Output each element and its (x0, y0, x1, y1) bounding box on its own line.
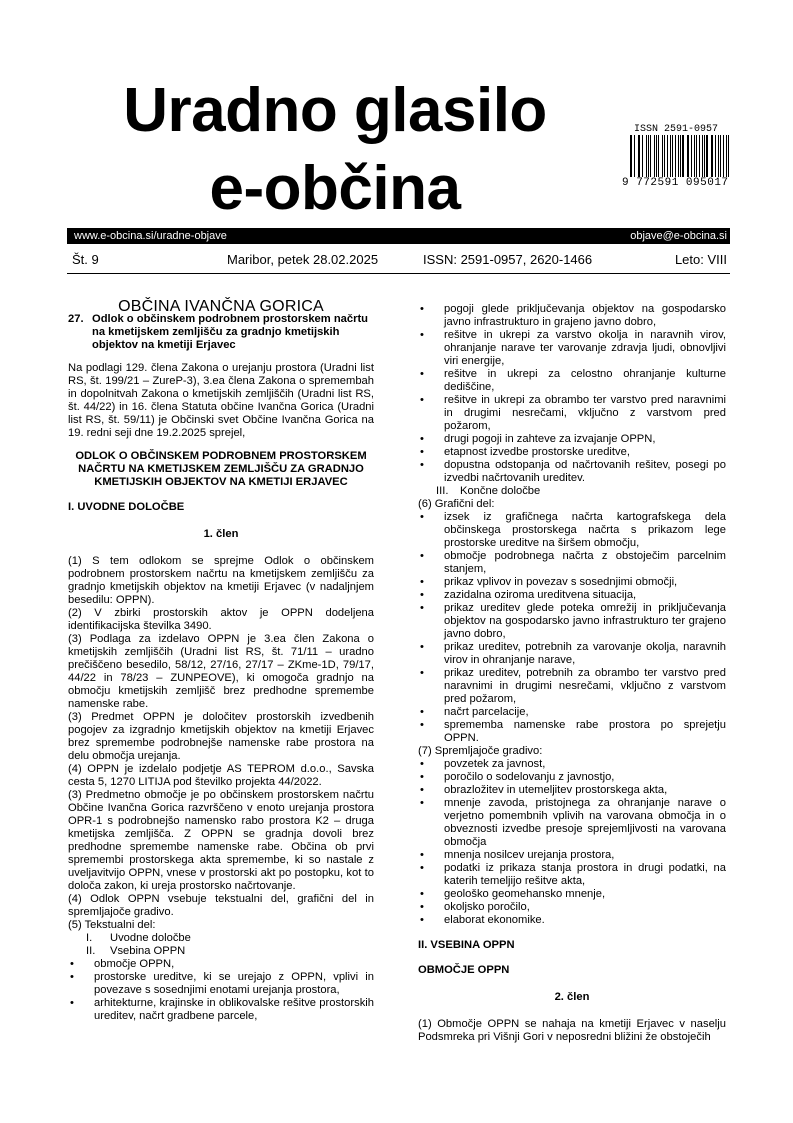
issn-line: ISSN: 2591-0957, 2620-1466 (423, 252, 593, 267)
list-item: • mnenje zavoda, pristojnega za ohranjanje narave o verjetno pomembnih vplivih na varovana območja in o obveznosti izvedbe presoje sprejemljivosti na varovana območja (418, 797, 726, 849)
roman-list (418, 485, 726, 498)
intro-paragraph: Na podlagi 129. člena Zakona o urejanju prostora (Uradni list RS, št. 199/21 – ZureP-3), 3.ea člena Zakona o spremembah in dopolnitvah Zakona o kmetijskih zemljiščih (Uradni list RS, št. 44/22) in 16. člena Statuta občine Ivančna Gorica (Uradni list RS, št. 59/11) je Občinski svet Občine Ivančna Gorica na 19. redni seji dne 19.2.2025 sprejel, (68, 362, 374, 439)
issn-barcode (622, 124, 730, 189)
bullet-list (418, 758, 726, 927)
roman-numeral: I. (86, 932, 93, 944)
roman-numeral: III. (436, 485, 449, 497)
list-item: • etapnost izvedbe prostorske ureditve, (418, 446, 726, 459)
barcode-number: 9 772591 095017 (622, 177, 729, 189)
header-bar (67, 228, 730, 244)
subsection-heading: OBMOČJE OPPN (418, 964, 510, 976)
issue-number: Št. 9 (72, 252, 99, 267)
list-item: • poročilo o sodelovanju z javnostjo, (418, 771, 726, 784)
list-item: • pogoji glede priključevanja objektov na gospodarsko javno infrastrukturo in grajeno javno dobro, (418, 303, 726, 329)
list-item: • prikaz ureditev, potrebnih za obrambo ter varstvo pred naravnimi in drugimi nesrečami, vključno z varstvom pred požarom, (418, 667, 726, 706)
header-divider (67, 273, 730, 274)
barcode-issn-label: ISSN 2591-0957 (633, 124, 718, 135)
list-item: • načrt parcelacije, (418, 706, 726, 719)
list-item: • elaborat ekonomike. (418, 914, 726, 927)
roman-item-text: Uvodne določbe (110, 932, 191, 944)
paragraph: (3) Predmetno območje je po občinskem prostorskem načrtu Občine Ivančna Gorica razvrščeno v enoto urejanja prostora OPR-1 s podrobnejšo namensko rabo prostora K2 – druga kmetijska zemljišča. Z OPPN se gradnja dovoli brez predhodne spremembe namenske rabe. Občina ob prvi spremembi prostorskega akta spremembe, ki so nastale z uveljavitvijo OPPN, vnese v prostorski akt po postopku, kot to določa zakon, ki ureja prostorsko načrtovanje. (68, 789, 374, 892)
roman-item (418, 485, 726, 498)
list-item: • obrazložitev in utemeljitev prostorskega akta, (418, 784, 726, 797)
paragraph: (4) Odlok OPPN vsebuje tekstualni del, grafični del in spremljajoče gradivo. (68, 893, 374, 918)
roman-item (68, 945, 374, 958)
item-title: Odlok o občinskem podrobnem prostorskem načrtu na kmetijskem zemljišču za gradnjo kmetijskih objektov na kmetiji Erjavec (92, 313, 369, 351)
list-item: • sprememba namenske rabe prostora po sprejetju OPPN. (418, 719, 726, 745)
barcode-bar (650, 135, 651, 177)
paragraph: (1) Območje OPPN se nahaja na kmetiji Erjavec v naselju Podsmreka pri Višnji Gori v neposredni bližini že obstoječih (418, 1018, 726, 1043)
volume: Leto: VIII (674, 252, 727, 267)
paragraph: (2) V zbirki prostorskih aktov je OPPN dodeljena identifikacijska številka 3490. (68, 607, 374, 632)
article-1-heading: 1. člen (203, 528, 239, 540)
barcode-bar (662, 135, 663, 177)
paragraph: (3) Podlaga za izdelavo OPPN je 3.ea člen Zakona o kmetijskih zemljiščih (Uradni list RS, št. 71/11 – uradno prečiščeno besedilo, 58/12, 27/16, 27/17 – ZKme-1D, 79/17, 44/22 in 78/23 – ZUNPEOVE), ki omogoča gradnjo na območju kmetijskih zemljišč brez predhodne spremembe namenske rabe. (68, 633, 374, 710)
list-item: • podatki iz prikaza stanja prostora in drugi podatki, na katerih temeljijo rešitve akta, (418, 862, 726, 888)
roman-list (68, 932, 374, 958)
barcode-bar (672, 135, 673, 177)
right-column (418, 303, 726, 1044)
item-heading (68, 313, 374, 352)
list-item: • območje OPPN, (68, 958, 374, 971)
issue-info-line (72, 252, 727, 270)
place-date: Maribor, petek 28.02.2025 (227, 252, 379, 267)
list-item: • arhitekturne, krajinske in oblikovalske rešitve prostorskih ureditev, načrt gradbene parcele, (68, 997, 374, 1023)
roman-item (68, 932, 374, 945)
barcode-bar (682, 135, 683, 177)
paragraph: (5) Tekstualni del: (68, 919, 156, 931)
list-item: • okoljsko poročilo, (418, 901, 726, 914)
bullet-list (418, 511, 726, 745)
decree-title: ODLOK O OBČINSKEM PODROBNEM PROSTORSKEM NAČRTU NA KMETIJSKEM ZEMLJIŠČU ZA GRADNJO KMETIJSKIH OBJEKTOV NA KMETIJI ERJAVEC (75, 450, 367, 488)
item-number: 27. (68, 313, 84, 325)
list-item: • prikaz vplivov in povezav s sosednjimi območji, (418, 576, 726, 589)
roman-item-text: Končne določbe (460, 485, 541, 497)
title-line-2: e-občina (209, 154, 461, 223)
section-heading-2: II. VSEBINA OPPN (418, 939, 515, 951)
barcode-bar (648, 135, 649, 177)
barcode-bar (720, 135, 721, 177)
roman-item-text: Vsebina OPPN (110, 945, 186, 957)
barcode-bar (694, 135, 695, 177)
website-link[interactable]: www.e-obcina.si/uradne-objave (74, 230, 227, 242)
list-item: • povzetek za javnost, (418, 758, 726, 771)
graphic-part-label: (6) Grafični del: (418, 498, 495, 510)
list-item: • prikaz ureditev glede poteka omrežij in priključevanja objektov na gospodarsko javno infrastrukturo ter grajeno javno dobro, (418, 602, 726, 641)
list-item: • rešitve in ukrepi za varstvo okolja in naravnih virov, ohranjanje narave ter varovanje zdravja ljudi, obnovljivi viri energije, (418, 329, 726, 368)
barcode-bar (696, 135, 697, 177)
list-item: • zazidalna oziroma ureditvena situacija, (418, 589, 726, 602)
paragraph: (1) S tem odlokom se sprejme Odlok o občinskem podrobnem prostorskem načrtu na kmetijskem zemljišču za gradnjo kmetijskih objektov na kmetiji Erjavec (v nadaljnjem besedilu: OPPN). (68, 555, 374, 606)
roman-numeral: II. (86, 945, 96, 957)
bullet-list (68, 958, 374, 1023)
barcode-bar (664, 135, 665, 177)
list-item: • mnenja nosilcev urejanja prostora, (418, 849, 726, 862)
left-column (68, 300, 374, 1023)
list-item: • rešitve in ukrepi za obrambo ter varstvo pred naravnimi in drugimi nesrečami, vključno z varstvom pred požarom, (418, 394, 726, 433)
barcode-bars (630, 135, 730, 177)
barcode-bar (715, 135, 716, 177)
list-item: • dopustna odstopanja od načrtovanih rešitev, posegi po izvedbi načrtovanih ureditev. (418, 459, 726, 485)
list-item: • prikaz ureditev, potrebnih za varovanje okolja, naravnih virov in ohranjanje narave, (418, 641, 726, 667)
accompanying-material-label: (7) Spremljajoče gradivo: (418, 745, 543, 757)
barcode-bar (634, 135, 635, 177)
barcode-bar (680, 135, 681, 177)
list-item: • izsek iz grafičnega načrta kartografskega dela občinskega prostorskega načrta s prikazom lege prostorske ureditve na širšem območju, (418, 511, 726, 550)
barcode-bar (642, 135, 643, 177)
list-item: • geološko geomehansko mnenje, (418, 888, 726, 901)
list-item: • rešitve in ukrepi za celostno ohranjanje kulturne dediščine, (418, 368, 726, 394)
email-link[interactable]: objave@e-obcina.si (630, 230, 727, 242)
barcode-bar (706, 135, 707, 177)
municipality-heading: OBČINA IVANČNA GORICA (118, 298, 324, 315)
title-line-1: Uradno glasilo (123, 76, 547, 145)
list-item: • drugi pogoji in zahteve za izvajanje OPPN, (418, 433, 726, 446)
paragraph: (3) Predmet OPPN je določitev prostorskih izvedbenih pogojev za izgradnjo kmetijskih objektov na kmetiji Erjavec brez spremembe podrobnejše namenske rabe prostora na delu območja urejanja. (68, 711, 374, 762)
list-item: • prostorske ureditve, ki se urejajo z OPPN, vplivi in povezave s sosednjimi enotami urejanja prostora, (68, 971, 374, 997)
list-item: • območje podrobnega načrta z obstoječim parcelnim stanjem, (418, 550, 726, 576)
article-2-heading: 2. člen (554, 991, 590, 1003)
paragraph: (4) OPPN je izdelalo podjetje AS TEPROM d.o.o., Savska cesta 5, 1270 LITIJA pod številko projekta 44/2022. (68, 763, 374, 788)
section-heading-1: I. UVODNE DOLOČBE (68, 501, 185, 513)
bullet-list (418, 303, 726, 485)
